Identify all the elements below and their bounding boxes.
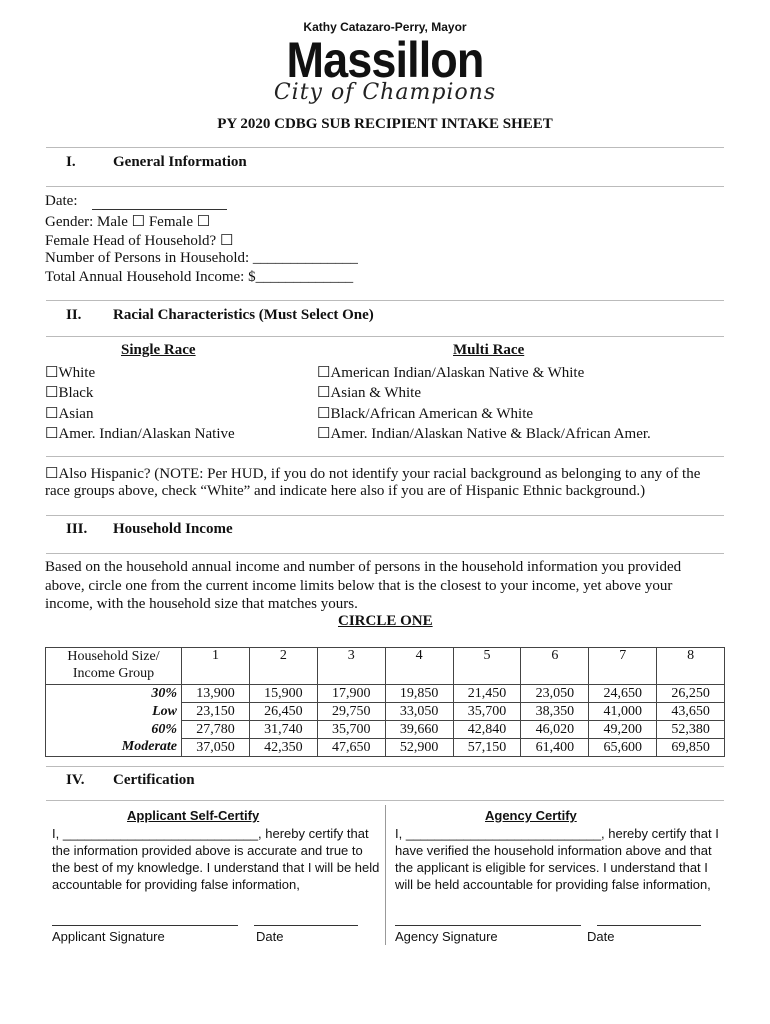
size-header-3: 3 <box>317 648 385 685</box>
income-cell[interactable]: 43,650 <box>657 703 725 721</box>
agency-signature-line[interactable] <box>395 925 581 926</box>
agency-statement-line: have verified the household information above and that <box>395 843 712 858</box>
agency-name-field[interactable]: I, ___________________________, hereby certify that I <box>395 826 719 841</box>
income-cell[interactable]: 27,780 <box>182 721 250 739</box>
income-cell[interactable]: 33,050 <box>385 703 453 721</box>
race-black-white-checkbox[interactable]: ☐Black/African American & White <box>317 406 534 422</box>
income-group-label: Income Group <box>72 666 155 681</box>
divider <box>46 147 724 148</box>
column-divider <box>385 805 386 945</box>
income-cell[interactable]: 21,450 <box>453 685 521 703</box>
income-cell[interactable]: 23,150 <box>182 703 250 721</box>
income-limits-table <box>45 647 725 757</box>
size-header-8: 8 <box>657 648 725 685</box>
applicant-statement-line: the information provided above is accurate and true to <box>52 843 363 858</box>
applicant-statement-line: the best of my knowledge. I understand that I will be held <box>52 860 380 875</box>
income-cell[interactable]: 23,050 <box>521 685 589 703</box>
income-group-moderate: Moderate <box>46 739 182 757</box>
divider <box>46 300 724 301</box>
mayor-name: Kathy Catazaro-Perry, Mayor <box>303 20 467 34</box>
date-label: Date: <box>45 193 78 209</box>
agency-statement-line: will be held accountable for providing false information, <box>395 877 711 892</box>
income-cell[interactable]: 65,600 <box>589 739 657 757</box>
household-size-label: Household Size/ <box>67 649 160 664</box>
applicant-signature-label: Applicant Signature <box>52 929 165 944</box>
race-white-checkbox[interactable]: ☐White <box>45 365 96 381</box>
race-amer-indian-checkbox[interactable]: ☐Amer. Indian/Alaskan Native <box>45 426 235 442</box>
income-cell[interactable]: 35,700 <box>317 721 385 739</box>
section-2-number: II. <box>66 307 82 323</box>
divider <box>46 336 724 337</box>
divider <box>46 515 724 516</box>
size-header-7: 7 <box>589 648 657 685</box>
agency-statement-line: the applicant is eligible for services. I understand that I <box>395 860 708 875</box>
income-group-60: 60% <box>46 721 182 739</box>
table-header-row <box>46 648 725 685</box>
form-title: PY 2020 CDBG SUB RECIPIENT INTAKE SHEET <box>217 116 553 132</box>
agency-date-label: Date <box>587 929 615 944</box>
agency-signature-label: Agency Signature <box>395 929 498 944</box>
female-head-checkbox[interactable]: Female Head of Household? ☐ <box>45 233 234 249</box>
income-cell[interactable]: 17,900 <box>317 685 385 703</box>
section-4-number: IV. <box>66 772 85 788</box>
race-amer-indian-black-checkbox[interactable]: ☐Amer. Indian/Alaskan Native & Black/African Amer. <box>317 426 651 442</box>
table-row <box>46 685 725 703</box>
income-cell[interactable]: 31,740 <box>249 721 317 739</box>
income-cell[interactable]: 26,250 <box>657 685 725 703</box>
income-group-low: Low <box>46 703 182 721</box>
race-asian-checkbox[interactable]: ☐Asian <box>45 406 94 422</box>
income-cell[interactable]: 42,350 <box>249 739 317 757</box>
table-row <box>46 703 725 721</box>
size-header-4: 4 <box>385 648 453 685</box>
income-cell[interactable]: 13,900 <box>182 685 250 703</box>
section-3-number: III. <box>66 521 88 537</box>
single-race-heading: Single Race <box>121 342 196 358</box>
income-cell[interactable]: 38,350 <box>521 703 589 721</box>
annual-income-field[interactable]: Total Annual Household Income: $_____________ <box>45 269 354 285</box>
agency-certify-heading: Agency Certify <box>485 808 577 823</box>
section-3-heading: Household Income <box>113 521 233 537</box>
race-asian-white-checkbox[interactable]: ☐Asian & White <box>317 385 421 401</box>
divider <box>46 456 724 457</box>
income-instructions-line-3: income, with the household size that matches yours. <box>45 596 358 612</box>
table-row <box>46 721 725 739</box>
city-tagline: City of Champions <box>273 80 497 105</box>
income-cell[interactable]: 52,380 <box>657 721 725 739</box>
applicant-signature-line[interactable] <box>52 925 238 926</box>
hispanic-checkbox[interactable]: ☐Also Hispanic? (NOTE: Per HUD, if you do not identify your racial background as belonging to any of the <box>45 466 701 482</box>
income-cell[interactable]: 41,000 <box>589 703 657 721</box>
income-cell[interactable]: 46,020 <box>521 721 589 739</box>
race-amer-indian-white-checkbox[interactable]: ☐American Indian/Alaskan Native & White <box>317 365 585 381</box>
applicant-name-field[interactable]: I, ___________________________, hereby certify that <box>52 826 369 841</box>
size-header-5: 5 <box>453 648 521 685</box>
applicant-date-label: Date <box>256 929 284 944</box>
multi-race-heading: Multi Race <box>453 342 525 358</box>
circle-one-label: CIRCLE ONE <box>338 613 433 629</box>
income-group-30: 30% <box>46 685 182 703</box>
divider <box>46 766 724 767</box>
income-cell[interactable]: 35,700 <box>453 703 521 721</box>
income-instructions-line-1: Based on the household annual income and number of persons in the household information you provided <box>45 559 682 575</box>
applicant-certify-heading: Applicant Self-Certify <box>127 808 260 823</box>
income-cell[interactable]: 52,900 <box>385 739 453 757</box>
income-cell[interactable]: 61,400 <box>521 739 589 757</box>
date-field[interactable] <box>92 209 227 210</box>
income-cell[interactable]: 39,660 <box>385 721 453 739</box>
household-size-header <box>46 648 182 685</box>
income-cell[interactable]: 57,150 <box>453 739 521 757</box>
section-4-heading: Certification <box>113 772 195 788</box>
income-instructions-line-2: above, circle one from the current income limits below that is the closest to your income, yet above your <box>45 578 673 594</box>
size-header-6: 6 <box>521 648 589 685</box>
income-cell[interactable]: 69,850 <box>657 739 725 757</box>
income-cell[interactable]: 49,200 <box>589 721 657 739</box>
section-1-number: I. <box>66 154 76 170</box>
divider <box>46 186 724 187</box>
table-row <box>46 739 725 757</box>
income-cell[interactable]: 29,750 <box>317 703 385 721</box>
applicant-date-line[interactable] <box>254 925 358 926</box>
divider <box>46 800 724 801</box>
size-header-1: 1 <box>182 648 250 685</box>
city-logo: Massillon <box>286 32 484 88</box>
divider <box>46 553 724 554</box>
income-cell[interactable]: 19,850 <box>385 685 453 703</box>
income-cell[interactable]: 26,450 <box>249 703 317 721</box>
agency-date-line[interactable] <box>597 925 701 926</box>
persons-in-household-field[interactable]: Number of Persons in Household: ______________ <box>45 250 358 266</box>
income-cell[interactable]: 47,650 <box>317 739 385 757</box>
section-2-heading: Racial Characteristics (Must Select One) <box>113 307 374 323</box>
hispanic-note: race groups above, check “White” and indicate here also if you are of Hispanic Ethnic background.) <box>45 483 646 499</box>
income-cell[interactable]: 37,050 <box>182 739 250 757</box>
race-black-checkbox[interactable]: ☐Black <box>45 385 94 401</box>
income-cell[interactable]: 15,900 <box>249 685 317 703</box>
size-header-2: 2 <box>249 648 317 685</box>
section-1-heading: General Information <box>113 154 247 170</box>
income-cell[interactable]: 24,650 <box>589 685 657 703</box>
gender-field[interactable]: Gender: Male ☐ Female ☐ <box>45 214 211 230</box>
applicant-statement-line: accountable for providing false information, <box>52 877 300 892</box>
income-cell[interactable]: 42,840 <box>453 721 521 739</box>
